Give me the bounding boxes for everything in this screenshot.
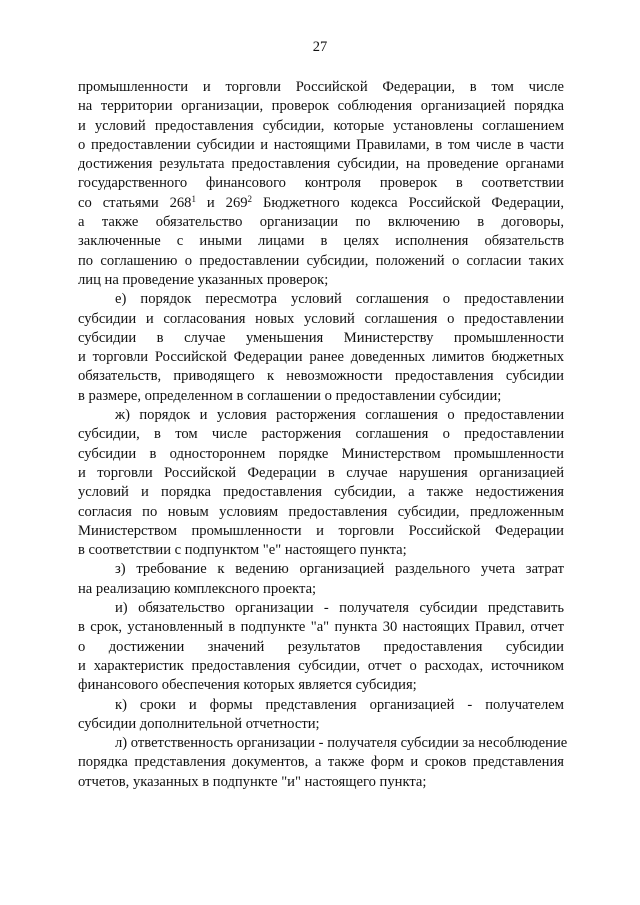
text-segment: со статьями 268: [78, 194, 192, 211]
text-line: согласия по новым условиям предоставления субсидии, предложенным: [78, 503, 564, 520]
text-line: условий и порядка предоставления субсидии, а также недостижения: [78, 484, 564, 501]
text-line: отчетов, указанных в подпункте "и" настоящего пункта;: [78, 773, 427, 790]
text-line: по соглашению о предоставлении субсидии, положений о согласии таких: [78, 252, 564, 269]
text-line: [78, 194, 564, 213]
text-line: и торговли Российской Федерации ранее доведенных лимитов бюджетных: [78, 349, 564, 366]
page-number: 27: [312, 39, 328, 55]
text-line: обязательств, приводящего к невозможности предоставления субсидии: [78, 368, 564, 385]
text-line: субсидии в одностороннем порядке Министерством промышленности: [78, 445, 564, 462]
text-line: порядка представления документов, а также форм и сроков представления: [78, 754, 564, 771]
text-line: и условий предоставления субсидии, которые установлены соглашением: [78, 117, 564, 134]
text-line: субсидии в случае уменьшения Министерству промышленности: [78, 329, 564, 346]
text-line: л) ответственность организации - получателя субсидии за несоблюдение: [115, 735, 568, 752]
superscript: 2: [247, 193, 253, 204]
text-line: а также обязательство организации по включению в договоры,: [78, 214, 564, 231]
text-line: заключенные с иными лицами в целях исполнения обязательств: [78, 233, 564, 250]
text-line: о достижении значений результатов предоставления субсидии: [78, 638, 564, 655]
text-line: достижения результата предоставления субсидии, на проведение органами: [78, 156, 564, 173]
text-line: финансового обеспечения которых является субсидия;: [78, 677, 417, 694]
text-segment: Бюджетного кодекса Российской Федерации,: [252, 194, 565, 211]
text-line: промышленности и торговли Российской Федерации, в том числе: [78, 79, 564, 95]
text-line: субсидии, в том числе расторжения соглашения о предоставлении: [78, 426, 564, 443]
text-line: государственного финансового контроля проверок в соответствии: [78, 175, 564, 192]
text-line: на территории организации, проверок соблюдения организацией порядка: [78, 98, 564, 115]
text-line: е) порядок пересмотра условий соглашения о предоставлении: [115, 291, 564, 308]
text-line: и характеристик предоставления субсидии, отчет о расходах, источником: [78, 657, 564, 674]
text-line: субсидии и согласования новых условий соглашения о предоставлении: [78, 310, 564, 327]
text-line: лиц на проведение указанных проверок;: [78, 271, 329, 288]
text-line: ж) порядок и условия расторжения соглашения о предоставлении: [115, 407, 564, 424]
text-line: з) требование к ведению организацией раздельного учета затрат: [115, 561, 564, 578]
text-line: Министерством промышленности и торговли Российской Федерации: [78, 522, 564, 539]
text-line: к) сроки и формы представления организацией - получателем: [115, 696, 564, 713]
text-line: на реализацию комплексного проекта;: [78, 580, 317, 597]
text-line: субсидии дополнительной отчетности;: [78, 715, 320, 732]
document-body: [78, 78, 568, 792]
text-line: и) обязательство организации - получателя субсидии представить: [115, 600, 564, 617]
text-line: в размере, определенном в соглашении о предоставлении субсидии;: [78, 387, 502, 404]
superscript: 1: [191, 193, 196, 204]
text-line: и торговли Российской Федерации в случае нарушения организацией: [78, 464, 564, 481]
text-line: в срок, установленный в подпункте "а" пункта 30 настоящих Правил, отчет: [78, 619, 564, 636]
text-line: о предоставлении субсидии и настоящими Правилами, в том числе в части: [78, 136, 564, 153]
text-line: в соответствии с подпунктом "е" настоящего пункта;: [78, 542, 407, 559]
text-segment: и 269: [195, 194, 248, 211]
